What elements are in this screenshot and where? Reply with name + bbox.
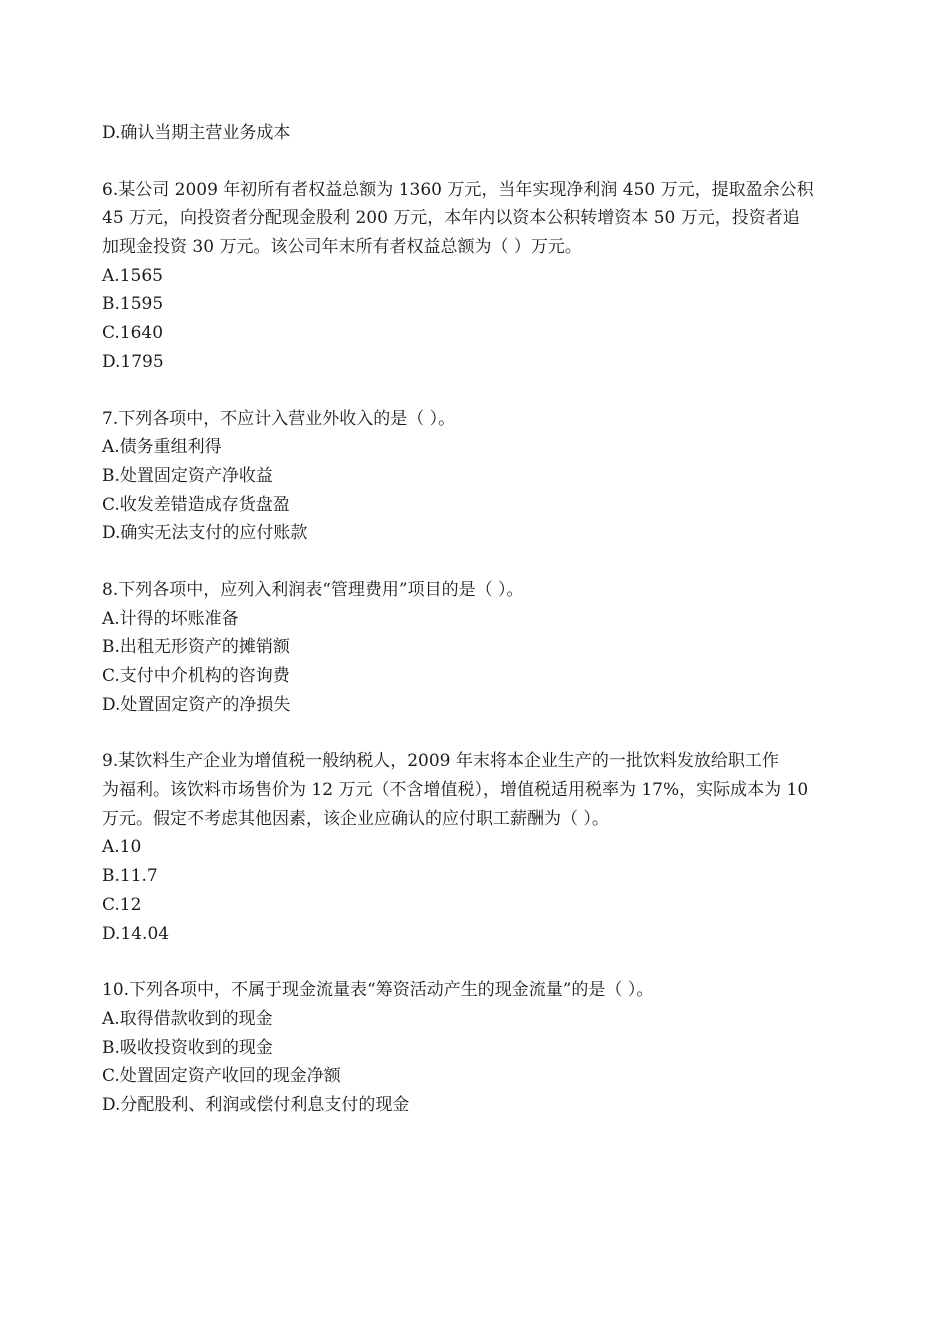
option-b: B.吸收投资收到的现金 bbox=[102, 1037, 273, 1058]
option-text: D.确认当期主营业务成本 bbox=[102, 123, 291, 143]
option-d: D.处置固定资产的净损失 bbox=[102, 694, 291, 715]
option-a: A.取得借款收到的现金 bbox=[102, 1008, 273, 1029]
option-c: C.处置固定资产收回的现金净额 bbox=[102, 1066, 341, 1087]
option-b: B.出租无形资产的摊销额 bbox=[102, 637, 290, 658]
question-stem: 8.下列各项中，应列入利润表“管理费用”项目的是（ ）。 bbox=[102, 579, 524, 600]
option-a: A.计得的坏账准备 bbox=[102, 608, 239, 629]
option-a: A.债务重组利得 bbox=[102, 437, 222, 458]
question-stem: 7.下列各项中，不应计入营业外收入的是（ ）。 bbox=[102, 408, 456, 429]
option-b: B.11.7 bbox=[102, 866, 158, 887]
question-10 bbox=[102, 976, 862, 1119]
option-c: C.1640 bbox=[102, 323, 164, 344]
question-stem: 6.某公司 2009 年初所有者权益总额为 1360 万元，当年实现净利润 450 万元，提取盈余公积 bbox=[102, 179, 814, 200]
option-c: C.收发差错造成存货盘盈 bbox=[102, 494, 290, 515]
question-stem: 10.下列各项中，不属于现金流量表“筹资活动产生的现金流量”的是（ ）。 bbox=[102, 980, 654, 1001]
option-b: B.1595 bbox=[102, 294, 164, 315]
option-d: D.14.04 bbox=[102, 923, 170, 944]
option-c: C.12 bbox=[102, 894, 142, 915]
option-a: A.1565 bbox=[102, 265, 163, 286]
option-d: D.分配股利、利润或偿付利息支付的现金 bbox=[102, 1094, 410, 1115]
option-c: C.支付中介机构的咨询费 bbox=[102, 666, 290, 686]
option-b: B.处置固定资产净收益 bbox=[102, 465, 273, 486]
question-6 bbox=[102, 176, 862, 377]
question-stem: 加现金投资 30 万元。该公司年末所有者权益总额为（ ）万元。 bbox=[102, 237, 582, 258]
question-stem: 45 万元，向投资者分配现金股利 200 万元，本年内以资本公积转增资本 50 万元，投资者追 bbox=[102, 208, 800, 229]
option-d: D.1795 bbox=[102, 351, 164, 372]
question-8 bbox=[102, 576, 862, 719]
question-stem: 万元。假定不考虑其他因素，该企业应确认的应付职工薪酬为（ ）。 bbox=[102, 808, 609, 829]
option-d: D.确实无法支付的应付账款 bbox=[102, 523, 308, 544]
intro-block bbox=[102, 119, 862, 148]
question-stem: 为福利。该饮料市场售价为 12 万元（不含增值税），增值税适用税率为 17%，实际成本为 10 bbox=[102, 780, 809, 801]
document-content bbox=[102, 119, 862, 1120]
question-7 bbox=[102, 405, 862, 548]
question-stem: 9.某饮料生产企业为增值税一般纳税人，2009 年末将本企业生产的一批饮料发放给职工作 bbox=[102, 751, 779, 772]
option-a: A.10 bbox=[102, 837, 142, 858]
question-9 bbox=[102, 747, 862, 948]
